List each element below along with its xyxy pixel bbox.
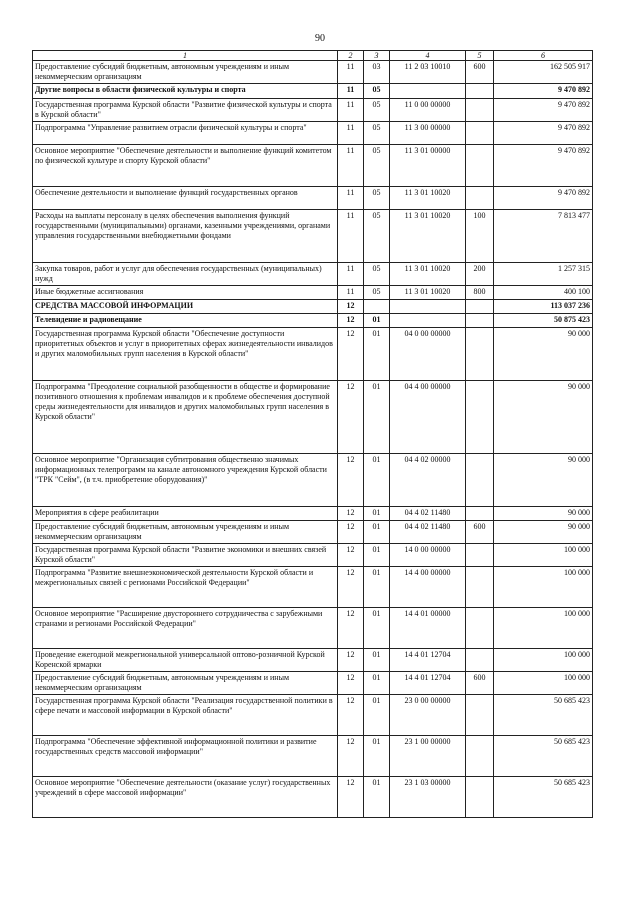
- table-row: [33, 649, 593, 672]
- column-header: 5: [466, 51, 494, 61]
- row-name-cell: СРЕДСТВА МАССОВОЙ ИНФОРМАЦИИ: [33, 300, 338, 314]
- row-name-cell: Государственная программа Курской области "Реализация государственной политики в сфере печати и массовой информации в Курской области": [33, 695, 338, 736]
- row-section-cell: 11: [338, 99, 364, 122]
- row-target-code-cell: 04 4 02 11480: [390, 507, 466, 521]
- row-section-cell: 12: [338, 608, 364, 649]
- row-name-cell: Основное мероприятие "Обеспечение деятельности и выполнение функций комитетом по физической культуре и спорту Курской области": [33, 145, 338, 187]
- table-row: [33, 145, 593, 187]
- table-row: [33, 84, 593, 99]
- row-amount-cell: 100 000: [494, 649, 593, 672]
- row-name-cell: Основное мероприятие "Расширение двустороннего сотрудничества с зарубежными странами и регионами Российской Федерации": [33, 608, 338, 649]
- row-amount-cell: 100 000: [494, 544, 593, 567]
- row-name-cell: Телевидение и радиовещание: [33, 314, 338, 328]
- row-subsection-cell: 05: [364, 84, 390, 99]
- column-header: 2: [338, 51, 364, 61]
- row-section-cell: 11: [338, 145, 364, 187]
- row-name-cell: Подпрограмма "Преодоление социальной разобщенности в обществе и формирование позитивного отношения к проблемам инвалидов и к проблеме обеспечения доступной среды жизнедеятельности для инвалидов и других маломобильных групп населения в Курской области": [33, 381, 338, 454]
- row-expense-type-cell: [466, 187, 494, 210]
- row-expense-type-cell: [466, 99, 494, 122]
- row-expense-type-cell: 600: [466, 521, 494, 544]
- row-section-cell: 12: [338, 328, 364, 381]
- row-amount-cell: 9 470 892: [494, 122, 593, 145]
- row-amount-cell: 100 000: [494, 672, 593, 695]
- row-subsection-cell: 05: [364, 145, 390, 187]
- row-name-cell: Государственная программа Курской области "Развитие физической культуры и спорта в Курской области": [33, 99, 338, 122]
- row-name-cell: Предоставление субсидий бюджетным, автономным учреждениям и иным некоммерческим организациям: [33, 61, 338, 84]
- row-subsection-cell: 01: [364, 608, 390, 649]
- row-target-code-cell: 14 4 01 12704: [390, 649, 466, 672]
- row-expense-type-cell: [466, 314, 494, 328]
- table-row: [33, 608, 593, 649]
- table-row: [33, 314, 593, 328]
- row-section-cell: 12: [338, 695, 364, 736]
- table-row: [33, 695, 593, 736]
- row-amount-cell: 50 685 423: [494, 695, 593, 736]
- row-expense-type-cell: [466, 328, 494, 381]
- row-expense-type-cell: [466, 695, 494, 736]
- row-expense-type-cell: [466, 122, 494, 145]
- row-subsection-cell: 01: [364, 314, 390, 328]
- row-section-cell: 12: [338, 736, 364, 777]
- table-row: [33, 263, 593, 286]
- row-section-cell: 12: [338, 567, 364, 608]
- row-target-code-cell: 11 3 01 00000: [390, 145, 466, 187]
- row-section-cell: 11: [338, 61, 364, 84]
- row-expense-type-cell: 200: [466, 263, 494, 286]
- row-subsection-cell: 03: [364, 61, 390, 84]
- row-amount-cell: 50 685 423: [494, 736, 593, 777]
- row-expense-type-cell: [466, 381, 494, 454]
- table-header-row: [33, 51, 593, 61]
- row-expense-type-cell: 600: [466, 672, 494, 695]
- row-amount-cell: 7 813 477: [494, 210, 593, 263]
- row-target-code-cell: 23 0 00 00000: [390, 695, 466, 736]
- row-section-cell: 11: [338, 286, 364, 300]
- row-subsection-cell: 05: [364, 187, 390, 210]
- row-target-code-cell: [390, 84, 466, 99]
- row-target-code-cell: 11 3 01 10020: [390, 187, 466, 210]
- row-target-code-cell: 04 4 02 11480: [390, 521, 466, 544]
- row-target-code-cell: 14 4 01 00000: [390, 608, 466, 649]
- table-row: [33, 210, 593, 263]
- row-subsection-cell: 05: [364, 263, 390, 286]
- table-row: [33, 187, 593, 210]
- row-amount-cell: 90 000: [494, 381, 593, 454]
- column-header: 3: [364, 51, 390, 61]
- row-section-cell: 12: [338, 672, 364, 695]
- table-row: [33, 300, 593, 314]
- column-header: 6: [494, 51, 593, 61]
- table-row: [33, 736, 593, 777]
- row-expense-type-cell: [466, 567, 494, 608]
- row-amount-cell: 100 000: [494, 567, 593, 608]
- row-subsection-cell: 01: [364, 736, 390, 777]
- row-subsection-cell: 01: [364, 649, 390, 672]
- row-target-code-cell: 11 3 00 00000: [390, 122, 466, 145]
- row-target-code-cell: 11 0 00 00000: [390, 99, 466, 122]
- table-row: [33, 61, 593, 84]
- row-subsection-cell: 01: [364, 695, 390, 736]
- row-name-cell: Государственная программа Курской области "Развитие экономики и внешних связей Курской области": [33, 544, 338, 567]
- row-section-cell: 12: [338, 454, 364, 507]
- table-row: [33, 286, 593, 300]
- row-subsection-cell: 05: [364, 99, 390, 122]
- row-section-cell: 11: [338, 210, 364, 263]
- table-row: [33, 567, 593, 608]
- row-target-code-cell: 23 1 00 00000: [390, 736, 466, 777]
- table-row: [33, 777, 593, 818]
- row-target-code-cell: 23 1 03 00000: [390, 777, 466, 818]
- budget-table: [32, 50, 593, 818]
- row-name-cell: Подпрограмма "Развитие внешнеэкономической деятельности Курской области и межрегиональных связей с регионами Российской Федерации": [33, 567, 338, 608]
- row-subsection-cell: 05: [364, 210, 390, 263]
- row-section-cell: 12: [338, 521, 364, 544]
- row-section-cell: 12: [338, 314, 364, 328]
- row-expense-type-cell: 100: [466, 210, 494, 263]
- row-amount-cell: 9 470 892: [494, 187, 593, 210]
- row-subsection-cell: 01: [364, 507, 390, 521]
- row-name-cell: Обеспечение деятельности и выполнение функций государственных органов: [33, 187, 338, 210]
- row-name-cell: Другие вопросы в области физической культуры и спорта: [33, 84, 338, 99]
- row-amount-cell: 90 000: [494, 328, 593, 381]
- column-header: 1: [33, 51, 338, 61]
- table-row: [33, 122, 593, 145]
- row-amount-cell: 90 000: [494, 454, 593, 507]
- table-row: [33, 507, 593, 521]
- row-section-cell: 11: [338, 122, 364, 145]
- row-expense-type-cell: [466, 300, 494, 314]
- row-target-code-cell: 11 3 01 10020: [390, 263, 466, 286]
- row-name-cell: Закупка товаров, работ и услуг для обеспечения государственных (муниципальных) нужд: [33, 263, 338, 286]
- row-subsection-cell: [364, 300, 390, 314]
- row-amount-cell: 162 505 917: [494, 61, 593, 84]
- row-expense-type-cell: [466, 544, 494, 567]
- row-target-code-cell: 04 4 00 00000: [390, 381, 466, 454]
- row-target-code-cell: 14 4 01 12704: [390, 672, 466, 695]
- row-section-cell: 12: [338, 544, 364, 567]
- page-number: 90: [315, 33, 325, 44]
- row-section-cell: 12: [338, 649, 364, 672]
- row-subsection-cell: 01: [364, 454, 390, 507]
- row-section-cell: 12: [338, 777, 364, 818]
- row-target-code-cell: 11 3 01 10020: [390, 210, 466, 263]
- row-subsection-cell: 01: [364, 672, 390, 695]
- row-amount-cell: 1 257 315: [494, 263, 593, 286]
- row-amount-cell: 9 470 892: [494, 145, 593, 187]
- row-section-cell: 11: [338, 263, 364, 286]
- row-subsection-cell: 01: [364, 521, 390, 544]
- row-expense-type-cell: [466, 608, 494, 649]
- row-amount-cell: 90 000: [494, 521, 593, 544]
- row-subsection-cell: 01: [364, 381, 390, 454]
- row-section-cell: 12: [338, 300, 364, 314]
- table-row: [33, 328, 593, 381]
- table-row: [33, 521, 593, 544]
- row-target-code-cell: 14 0 00 00000: [390, 544, 466, 567]
- row-subsection-cell: 05: [364, 286, 390, 300]
- table-row: [33, 672, 593, 695]
- row-target-code-cell: 11 2 03 10010: [390, 61, 466, 84]
- row-name-cell: Подпрограмма "Обеспечение эффективной информационной политики и развитие государственных средств массовой информации": [33, 736, 338, 777]
- row-amount-cell: 50 685 423: [494, 777, 593, 818]
- column-header: 4: [390, 51, 466, 61]
- row-name-cell: Предоставление субсидий бюджетным, автономным учреждениям и иным некоммерческим организациям: [33, 521, 338, 544]
- row-section-cell: 12: [338, 507, 364, 521]
- row-expense-type-cell: [466, 145, 494, 187]
- row-amount-cell: 9 470 892: [494, 99, 593, 122]
- table-body: [33, 61, 593, 818]
- row-target-code-cell: 04 4 02 00000: [390, 454, 466, 507]
- row-name-cell: Расходы на выплаты персоналу в целях обеспечения выполнения функций государственными (муниципальными) органами, казенными учреждениями, органами управления государственными внебюджетными фондами: [33, 210, 338, 263]
- row-subsection-cell: 01: [364, 328, 390, 381]
- row-name-cell: Подпрограмма "Управление развитием отрасли физической культуры и спорта": [33, 122, 338, 145]
- row-section-cell: 12: [338, 381, 364, 454]
- row-name-cell: Основное мероприятие "Обеспечение деятельности (оказание услуг) государственных учреждений в сфере массовой информации": [33, 777, 338, 818]
- row-target-code-cell: 11 3 01 10020: [390, 286, 466, 300]
- table-row: [33, 381, 593, 454]
- table-row: [33, 454, 593, 507]
- row-name-cell: Проведение ежегодной межрегиональной универсальной оптово-розничной Курской Коренской ярмарки: [33, 649, 338, 672]
- row-expense-type-cell: [466, 507, 494, 521]
- row-target-code-cell: 14 4 00 00000: [390, 567, 466, 608]
- row-name-cell: Иные бюджетные ассигнования: [33, 286, 338, 300]
- row-amount-cell: 113 037 236: [494, 300, 593, 314]
- row-target-code-cell: [390, 314, 466, 328]
- row-amount-cell: 50 875 423: [494, 314, 593, 328]
- row-amount-cell: 90 000: [494, 507, 593, 521]
- row-section-cell: 11: [338, 187, 364, 210]
- row-name-cell: Основное мероприятие "Организация субтитрования общественно значимых информационных телепрограмм на канале автономного учреждения Курской области "ТРК "Сейм", (в т.ч. приобретение оборудования)": [33, 454, 338, 507]
- row-expense-type-cell: [466, 454, 494, 507]
- row-subsection-cell: 01: [364, 777, 390, 818]
- row-amount-cell: 100 000: [494, 608, 593, 649]
- row-target-code-cell: 04 0 00 00000: [390, 328, 466, 381]
- row-name-cell: Государственная программа Курской области "Обеспечение доступности приоритетных объектов и услуг в приоритетных сферах жизнедеятельности инвалидов и других маломобильных групп населения в Курской области": [33, 328, 338, 381]
- row-expense-type-cell: 600: [466, 61, 494, 84]
- row-subsection-cell: 01: [364, 544, 390, 567]
- row-amount-cell: 400 100: [494, 286, 593, 300]
- row-expense-type-cell: [466, 649, 494, 672]
- row-subsection-cell: 05: [364, 122, 390, 145]
- row-expense-type-cell: [466, 84, 494, 99]
- row-amount-cell: 9 470 892: [494, 84, 593, 99]
- row-section-cell: 11: [338, 84, 364, 99]
- row-name-cell: Предоставление субсидий бюджетным, автономным учреждениям и иным некоммерческим организациям: [33, 672, 338, 695]
- table-row: [33, 99, 593, 122]
- row-expense-type-cell: [466, 777, 494, 818]
- row-target-code-cell: [390, 300, 466, 314]
- row-expense-type-cell: 800: [466, 286, 494, 300]
- row-name-cell: Мероприятия в сфере реабилитации: [33, 507, 338, 521]
- row-subsection-cell: 01: [364, 567, 390, 608]
- row-expense-type-cell: [466, 736, 494, 777]
- table-row: [33, 544, 593, 567]
